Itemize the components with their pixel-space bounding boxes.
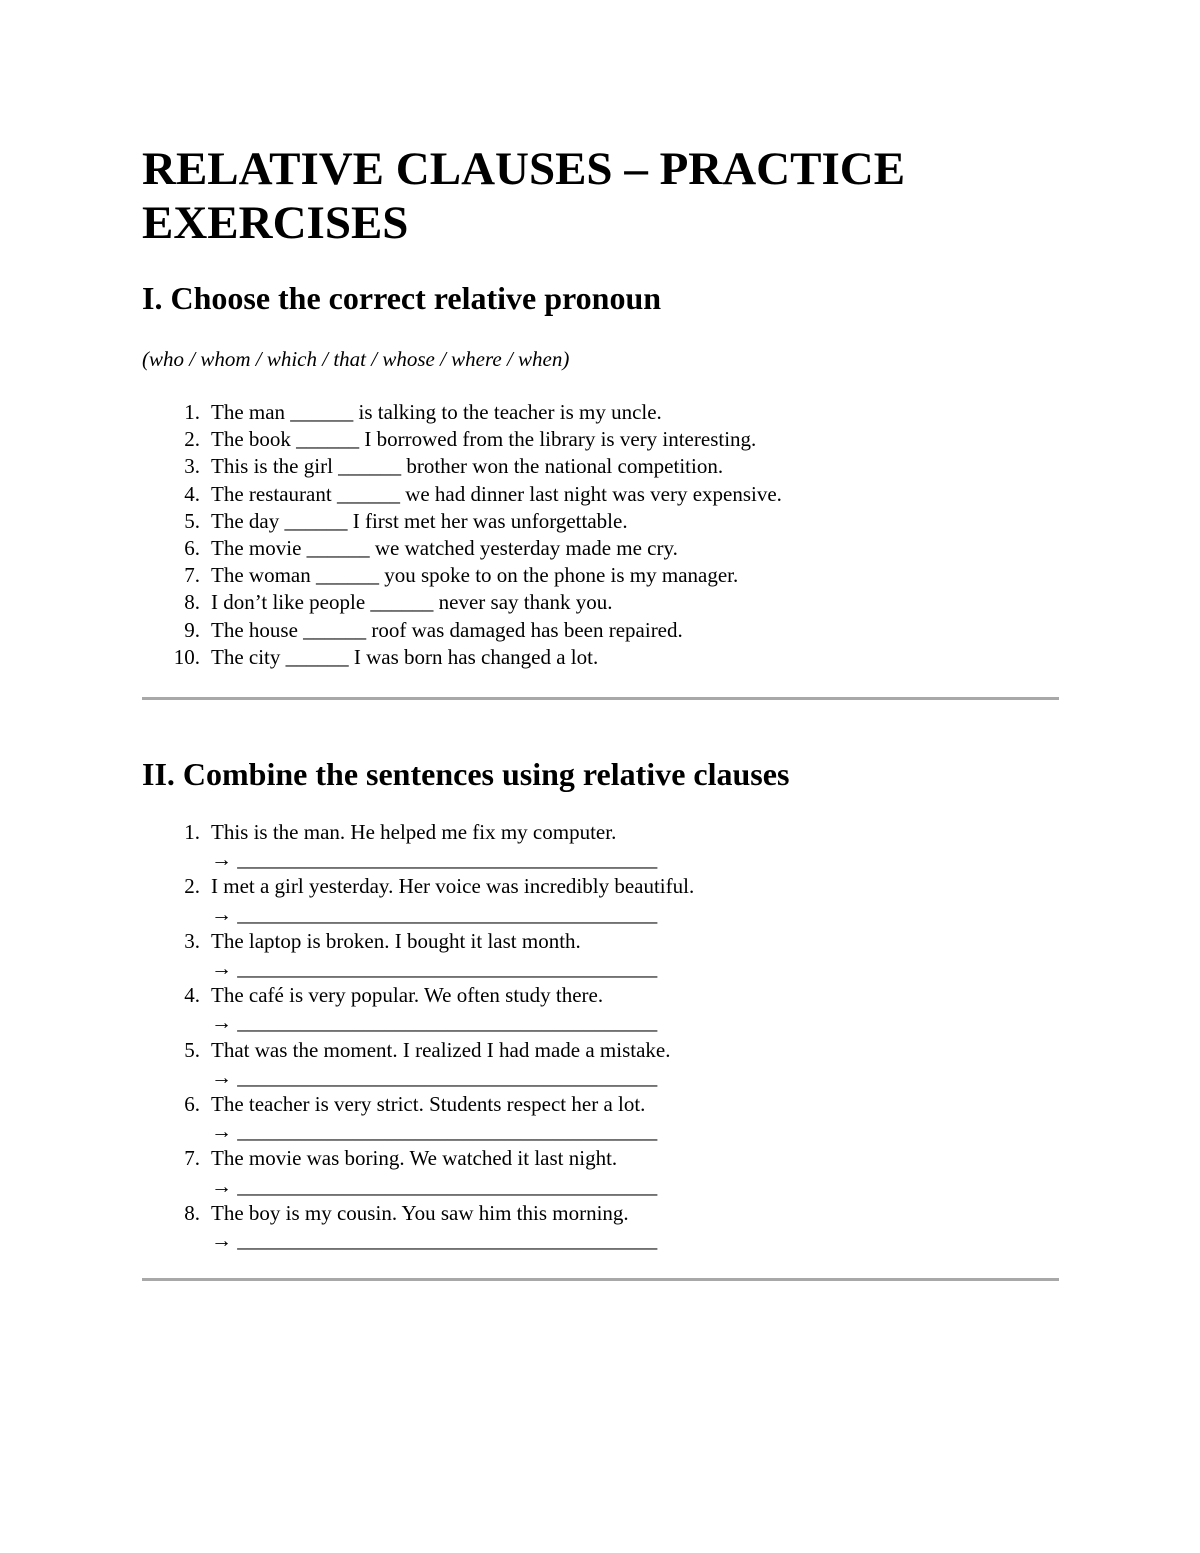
item-text: I met a girl yesterday. Her voice was incredibly beautiful. (211, 874, 695, 899)
item-text: The boy is my cousin. You saw him this morning. (211, 1200, 629, 1225)
item-number: 2. (184, 427, 200, 452)
item-text: The city ______ I was born has changed a lot. (211, 644, 599, 669)
answer-line: → ________________________________________ (211, 1119, 658, 1144)
item-number: 7. (184, 1146, 200, 1171)
item-text: This is the man. He helped me fix my computer. (211, 820, 617, 844)
answer-line: → ________________________________________ (211, 1173, 658, 1198)
document-title: RELATIVE CLAUSES – PRACTICE EXERCISES (142, 143, 906, 249)
answer-line: → ________________________________________ (211, 955, 658, 980)
item-text: The movie ______ we watched yesterday made me cry. (211, 535, 678, 560)
item-text: This is the girl ______ brother won the national competition. (211, 454, 724, 479)
item-text: That was the moment. I realized I had made a mistake. (211, 1037, 671, 1062)
item-number: 5. (184, 508, 200, 533)
item-text: The movie was boring. We watched it last night. (211, 1146, 618, 1171)
item-number: 3. (184, 454, 200, 479)
item-number: 3. (184, 928, 200, 953)
answer-line: → ________________________________________ (211, 1064, 658, 1089)
item-text: The house ______ roof was damaged has been repaired. (211, 617, 683, 642)
item-number: 7. (184, 563, 200, 588)
item-number: 4. (184, 481, 200, 506)
item-text: The man ______ is talking to the teacher is my uncle. (211, 400, 662, 424)
item-text: I don’t like people ______ never say thank you. (211, 590, 613, 615)
item-text: The laptop is broken. I bought it last month. (211, 928, 581, 953)
item-text: The woman ______ you spoke to on the phone is my manager. (211, 563, 739, 588)
item-text: The day ______ I first met her was unforgettable. (211, 508, 628, 533)
item-number: 1. (184, 820, 200, 844)
item-number: 5. (184, 1037, 200, 1062)
item-number: 10. (173, 644, 200, 669)
item-number: 6. (184, 1091, 200, 1116)
item-text: The restaurant ______ we had dinner last night was very expensive. (211, 481, 782, 506)
answer-line: → ________________________________________ (211, 1227, 658, 1252)
section-divider (142, 1278, 1059, 1281)
pronoun-options: (who / whom / which / that / whose / where / when) (142, 347, 570, 371)
item-number: 2. (184, 874, 200, 899)
item-text: The café is very popular. We often study there. (211, 983, 604, 1008)
section-1-heading: I. Choose the correct relative pronoun (142, 280, 662, 316)
item-number: 8. (184, 1200, 200, 1225)
item-text: The teacher is very strict. Students respect her a lot. (211, 1091, 646, 1116)
section-2-heading: II. Combine the sentences using relative clauses (142, 756, 790, 792)
answer-line: → ________________________________________ (211, 847, 658, 872)
answer-line: → ________________________________________ (211, 1010, 658, 1035)
answer-line: → ________________________________________ (211, 901, 658, 926)
item-number: 4. (184, 983, 200, 1008)
item-number: 8. (184, 590, 200, 615)
section-divider (142, 697, 1059, 700)
item-number: 6. (184, 535, 200, 560)
item-number: 1. (184, 400, 200, 424)
item-text: The book ______ I borrowed from the library is very interesting. (211, 427, 757, 452)
item-number: 9. (184, 617, 200, 642)
